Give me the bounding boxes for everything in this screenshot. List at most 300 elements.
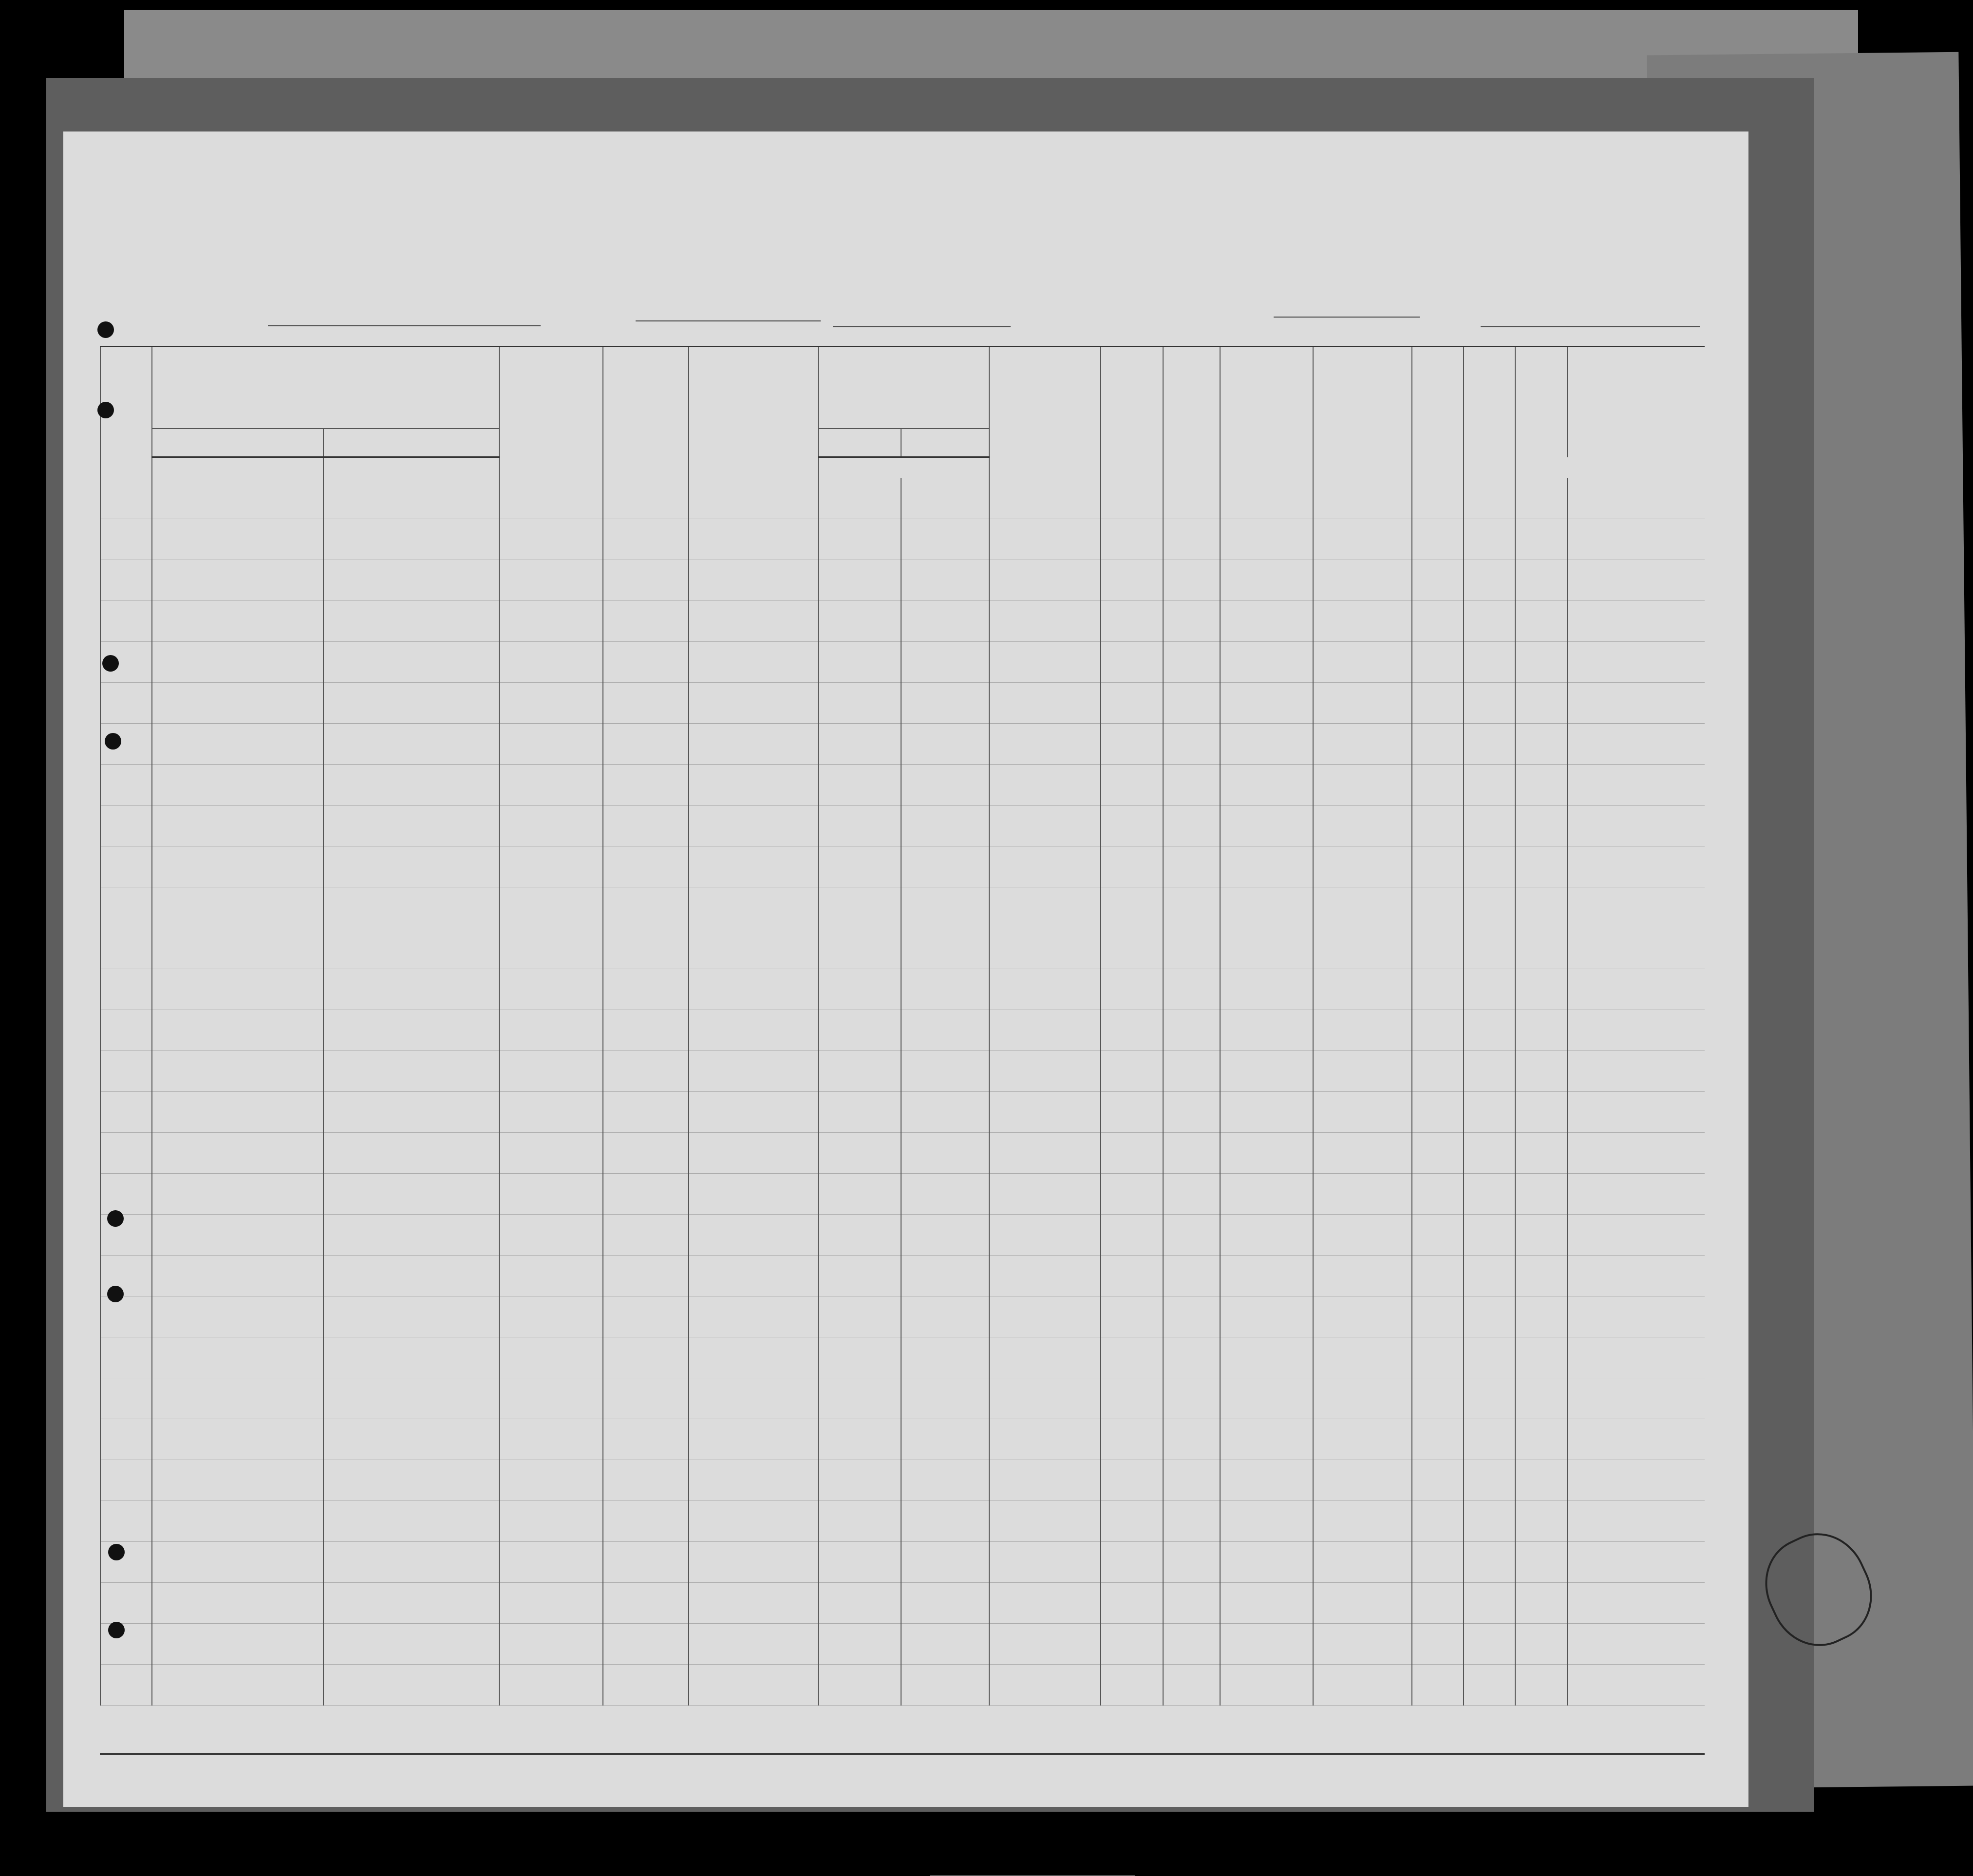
cell-position <box>689 1215 818 1256</box>
cell-no <box>100 560 152 601</box>
cell-where <box>901 1583 989 1624</box>
cell-nationality <box>1412 601 1464 642</box>
cell-read <box>1101 519 1163 560</box>
cell-when <box>818 765 901 806</box>
cell-nationality <box>1412 519 1464 560</box>
cell-weight <box>1515 1378 1567 1419</box>
cell-race <box>1313 928 1411 969</box>
cell-sex <box>1220 887 1314 928</box>
cell-card <box>499 1460 603 1501</box>
cell-where <box>901 1256 989 1296</box>
cell-sex <box>1220 683 1314 724</box>
cell-marks <box>1567 969 1705 1010</box>
cell-sex <box>1220 1133 1314 1174</box>
cell-read <box>1101 1092 1163 1133</box>
cell-height <box>1464 1256 1515 1296</box>
table-row <box>100 478 1705 519</box>
cell-when <box>818 519 901 560</box>
cell-age <box>1163 1378 1220 1419</box>
table-row <box>100 928 1705 969</box>
cell-marks <box>1567 519 1705 560</box>
cell-family <box>152 1256 323 1296</box>
table-row <box>100 1010 1705 1051</box>
cell-weight <box>1515 1133 1567 1174</box>
cell-age <box>1163 478 1220 519</box>
cell-no <box>100 683 152 724</box>
cell-position <box>689 846 818 887</box>
cell-age <box>1163 683 1220 724</box>
cell-weight <box>1515 560 1567 601</box>
cell-race <box>1313 1215 1411 1256</box>
cell-sex <box>1220 1010 1314 1051</box>
cell-weight <box>1515 1051 1567 1092</box>
cell-age <box>1163 1092 1220 1133</box>
cell-card <box>499 969 603 1010</box>
cell-height <box>1464 1542 1515 1583</box>
cell-given <box>323 1337 500 1378</box>
cell-height <box>1464 928 1515 969</box>
cell-card <box>499 1337 603 1378</box>
cell-when <box>818 478 901 519</box>
cell-card <box>499 1501 603 1542</box>
cell-height <box>1464 1215 1515 1256</box>
cell-nationality <box>1412 1378 1464 1419</box>
cell-age <box>1163 928 1220 969</box>
cell-paid <box>989 1133 1101 1174</box>
cell-position <box>689 1665 818 1706</box>
table-row <box>100 1378 1705 1419</box>
col-number <box>1101 347 1163 371</box>
cell-paid <box>989 1256 1101 1296</box>
cell-height <box>1464 724 1515 765</box>
cell-sex <box>1220 969 1314 1010</box>
column-number-row <box>100 347 1705 371</box>
cell-nationality <box>1412 1419 1464 1460</box>
cell-height <box>1464 519 1515 560</box>
cell-when <box>818 1296 901 1337</box>
cell-no <box>100 1133 152 1174</box>
cell-sex <box>1220 560 1314 601</box>
cell-family <box>152 1583 323 1624</box>
cell-service <box>603 1133 689 1174</box>
cell-paid <box>989 887 1101 928</box>
cell-race <box>1313 519 1411 560</box>
cell-age <box>1163 1542 1220 1583</box>
cell-service <box>603 887 689 928</box>
cell-paid <box>989 1583 1101 1624</box>
cell-sex <box>1220 1215 1314 1256</box>
cell-paid <box>989 765 1101 806</box>
cell-height <box>1464 1174 1515 1215</box>
cell-position <box>689 765 818 806</box>
cell-family <box>152 1542 323 1583</box>
col-number <box>1412 347 1464 371</box>
cell-marks <box>1567 601 1705 642</box>
cell-marks <box>1567 1256 1705 1296</box>
cell-sex <box>1220 928 1314 969</box>
sheet-number <box>1656 185 1666 224</box>
cell-position <box>689 1542 818 1583</box>
cell-sex <box>1220 1378 1314 1419</box>
cell-when <box>818 1460 901 1501</box>
cell-read <box>1101 765 1163 806</box>
cell-service <box>603 1624 689 1665</box>
cell-family <box>152 683 323 724</box>
cell-age <box>1163 1460 1220 1501</box>
cell-given <box>323 724 500 765</box>
cell-weight <box>1515 601 1567 642</box>
cell-marks <box>1567 1419 1705 1460</box>
binder-hole <box>102 655 119 672</box>
cell-when <box>818 1583 901 1624</box>
cell-height <box>1464 1092 1515 1133</box>
cell-when <box>818 1092 901 1133</box>
cell-age <box>1163 642 1220 683</box>
cell-nationality <box>1412 1051 1464 1092</box>
cell-nationality <box>1412 1256 1464 1296</box>
col-number <box>603 347 689 371</box>
header-when <box>818 429 901 457</box>
cell-card <box>499 560 603 601</box>
col-number <box>100 347 152 371</box>
cell-where <box>901 1624 989 1665</box>
header-sex <box>1220 371 1314 457</box>
cell-sex <box>1220 478 1314 519</box>
cell-given <box>323 1542 500 1583</box>
cell-age <box>1163 1624 1220 1665</box>
cell-position <box>689 928 818 969</box>
cell-service <box>603 846 689 887</box>
cell-card <box>499 519 603 560</box>
cell-no <box>100 1419 152 1460</box>
cell-age <box>1163 724 1220 765</box>
cell-read <box>1101 1624 1163 1665</box>
cell-nationality <box>1412 1665 1464 1706</box>
cell-read <box>1101 928 1163 969</box>
cell-card <box>499 1010 603 1051</box>
cell-weight <box>1515 1174 1567 1215</box>
cell-card <box>499 1256 603 1296</box>
cell-given <box>323 1378 500 1419</box>
cell-weight <box>1515 1256 1567 1296</box>
cell-age <box>1163 846 1220 887</box>
cell-paid <box>989 1296 1101 1337</box>
header-height <box>1464 371 1515 457</box>
cell-read <box>1101 1583 1163 1624</box>
col-number <box>1567 347 1705 371</box>
arriving-port <box>636 301 821 321</box>
cell-height <box>1464 683 1515 724</box>
cell-race <box>1313 765 1411 806</box>
cell-family <box>152 1051 323 1092</box>
cell-family <box>152 1092 323 1133</box>
cell-family <box>152 1215 323 1256</box>
cell-no <box>100 519 152 560</box>
cell-age <box>1163 519 1220 560</box>
cell-given <box>323 1460 500 1501</box>
cell-race <box>1313 1583 1411 1624</box>
cell-no <box>100 1583 152 1624</box>
cell-sex <box>1220 1296 1314 1337</box>
cell-position <box>689 478 818 519</box>
cell-when <box>818 1051 901 1092</box>
cell-height <box>1464 1051 1515 1092</box>
cell-paid <box>989 601 1101 642</box>
cell-paid <box>989 969 1101 1010</box>
cell-where <box>901 1296 989 1337</box>
cell-where <box>901 1460 989 1501</box>
cell-read <box>1101 478 1163 519</box>
cell-service <box>603 1256 689 1296</box>
cell-sex <box>1220 1051 1314 1092</box>
cell-service <box>603 1174 689 1215</box>
cell-marks <box>1567 846 1705 887</box>
cell-race <box>1313 1501 1411 1542</box>
cell-where <box>901 601 989 642</box>
binder-hole <box>108 1544 125 1560</box>
table-row <box>100 969 1705 1010</box>
cell-nationality <box>1412 683 1464 724</box>
cell-race <box>1313 1542 1411 1583</box>
cell-no <box>100 1296 152 1337</box>
cell-no <box>100 887 152 928</box>
cell-sex <box>1220 1256 1314 1296</box>
cell-height <box>1464 601 1515 642</box>
cell-read <box>1101 1378 1163 1419</box>
cell-when <box>818 887 901 928</box>
cell-family <box>152 969 323 1010</box>
cell-read <box>1101 1460 1163 1501</box>
cell-sex <box>1220 846 1314 887</box>
cell-weight <box>1515 642 1567 683</box>
cell-given <box>323 1174 500 1215</box>
cell-where <box>901 806 989 846</box>
cell-marks <box>1567 1460 1705 1501</box>
table-row <box>100 724 1705 765</box>
cell-family <box>152 806 323 846</box>
cell-race <box>1313 1624 1411 1665</box>
cell-height <box>1464 642 1515 683</box>
cell-age <box>1163 1174 1220 1215</box>
cell-position <box>689 1256 818 1296</box>
cell-marks <box>1567 887 1705 928</box>
cell-where <box>901 1215 989 1256</box>
cell-marks <box>1567 1296 1705 1337</box>
cell-nationality <box>1412 1092 1464 1133</box>
cell-family <box>152 1296 323 1337</box>
cell-given <box>323 519 500 560</box>
cell-where <box>901 765 989 806</box>
cell-age <box>1163 1133 1220 1174</box>
cell-card <box>499 1296 603 1337</box>
cell-weight <box>1515 1460 1567 1501</box>
cell-family <box>152 1174 323 1215</box>
manifest-sheet <box>63 131 1748 1807</box>
cell-race <box>1313 478 1411 519</box>
cell-paid <box>989 1542 1101 1583</box>
cell-position <box>689 1501 818 1542</box>
cell-where <box>901 1051 989 1092</box>
cell-weight <box>1515 1337 1567 1378</box>
cell-race <box>1313 1296 1411 1337</box>
cell-paid <box>989 724 1101 765</box>
cell-weight <box>1515 1010 1567 1051</box>
cell-no <box>100 1051 152 1092</box>
column-header-row <box>100 371 1705 429</box>
cell-given <box>323 1051 500 1092</box>
footer <box>100 1753 1705 1803</box>
cell-age <box>1163 806 1220 846</box>
cell-service <box>603 1337 689 1378</box>
cell-marks <box>1567 765 1705 806</box>
cell-marks <box>1567 1174 1705 1215</box>
table-row <box>100 1583 1705 1624</box>
table-row <box>100 887 1705 928</box>
col-number <box>689 347 818 371</box>
cell-when <box>818 1215 901 1256</box>
cell-given <box>323 1419 500 1460</box>
cell-marks <box>1567 806 1705 846</box>
cell-age <box>1163 1665 1220 1706</box>
cell-read <box>1101 1133 1163 1174</box>
cell-nationality <box>1412 560 1464 601</box>
cell-height <box>1464 1337 1515 1378</box>
cell-height <box>1464 806 1515 846</box>
cell-age <box>1163 765 1220 806</box>
cell-when <box>818 1419 901 1460</box>
cell-height <box>1464 560 1515 601</box>
cell-given <box>323 683 500 724</box>
cell-weight <box>1515 519 1567 560</box>
cell-nationality <box>1412 724 1464 765</box>
cell-height <box>1464 1501 1515 1542</box>
cell-marks <box>1567 642 1705 683</box>
cell-read <box>1101 887 1163 928</box>
cell-position <box>689 1419 818 1460</box>
table-row <box>100 846 1705 887</box>
cell-age <box>1163 1051 1220 1092</box>
cell-where <box>901 683 989 724</box>
cell-when <box>818 1010 901 1051</box>
cell-read <box>1101 724 1163 765</box>
cell-read <box>1101 1419 1163 1460</box>
cell-sex <box>1220 1542 1314 1583</box>
cell-height <box>1464 765 1515 806</box>
cell-marks <box>1567 1665 1705 1706</box>
cell-height <box>1464 1010 1515 1051</box>
cell-service <box>603 1092 689 1133</box>
cell-paid <box>989 1624 1101 1665</box>
cell-family <box>152 887 323 928</box>
cell-nationality <box>1412 969 1464 1010</box>
cell-age <box>1163 560 1220 601</box>
cell-nationality <box>1412 1174 1464 1215</box>
cell-paid <box>989 1010 1101 1051</box>
cell-nationality <box>1412 765 1464 806</box>
vessel-line <box>214 302 1710 331</box>
cell-given <box>323 478 500 519</box>
cell-no <box>100 601 152 642</box>
table-row <box>100 601 1705 642</box>
cell-nationality <box>1412 1337 1464 1378</box>
cell-weight <box>1515 1215 1567 1256</box>
cell-height <box>1464 1665 1515 1706</box>
cell-when <box>818 846 901 887</box>
cell-when <box>818 724 901 765</box>
cell-height <box>1464 1296 1515 1337</box>
cell-nationality <box>1412 1460 1464 1501</box>
cell-marks <box>1567 1378 1705 1419</box>
cell-no <box>100 1174 152 1215</box>
cell-height <box>1464 1378 1515 1419</box>
cell-where <box>901 1501 989 1542</box>
header-given-name <box>323 429 500 457</box>
cell-where <box>901 1010 989 1051</box>
cell-nationality <box>1412 928 1464 969</box>
cell-race <box>1313 1174 1411 1215</box>
cell-age <box>1163 1583 1220 1624</box>
cell-nationality <box>1412 1501 1464 1542</box>
cell-race <box>1313 887 1411 928</box>
cell-marks <box>1567 1133 1705 1174</box>
cell-nationality <box>1412 642 1464 683</box>
cell-given <box>323 1133 500 1174</box>
cell-service <box>603 1051 689 1092</box>
cell-weight <box>1515 1092 1567 1133</box>
cell-age <box>1163 1215 1220 1256</box>
cell-service <box>603 683 689 724</box>
cell-paid <box>989 478 1101 519</box>
cell-service <box>603 724 689 765</box>
cell-card <box>499 1665 603 1706</box>
table-row <box>100 1051 1705 1092</box>
cell-card <box>499 887 603 928</box>
vessel-name <box>268 306 541 326</box>
cell-paid <box>989 1665 1101 1706</box>
cell-no <box>100 1460 152 1501</box>
cell-race <box>1313 1460 1411 1501</box>
cell-where <box>901 1665 989 1706</box>
col-number <box>1163 347 1220 371</box>
cell-weight <box>1515 1583 1567 1624</box>
cell-position <box>689 1174 818 1215</box>
cell-race <box>1313 969 1411 1010</box>
col-number <box>152 347 499 371</box>
cell-age <box>1163 969 1220 1010</box>
header-weight <box>1515 371 1567 457</box>
cell-marks <box>1567 683 1705 724</box>
header-age <box>1163 371 1220 457</box>
col-number <box>1313 347 1411 371</box>
cell-where <box>901 519 989 560</box>
cell-card <box>499 1583 603 1624</box>
cell-weight <box>1515 478 1567 519</box>
cell-position <box>689 560 818 601</box>
cell-read <box>1101 560 1163 601</box>
cell-sex <box>1220 806 1314 846</box>
cell-service <box>603 1010 689 1051</box>
cell-read <box>1101 969 1163 1010</box>
cell-given <box>323 846 500 887</box>
cell-height <box>1464 846 1515 887</box>
cell-height <box>1464 1624 1515 1665</box>
cell-height <box>1464 1419 1515 1460</box>
cell-family <box>152 928 323 969</box>
cell-read <box>1101 1542 1163 1583</box>
cell-read <box>1101 1010 1163 1051</box>
cell-paid <box>989 683 1101 724</box>
cell-family <box>152 1501 323 1542</box>
